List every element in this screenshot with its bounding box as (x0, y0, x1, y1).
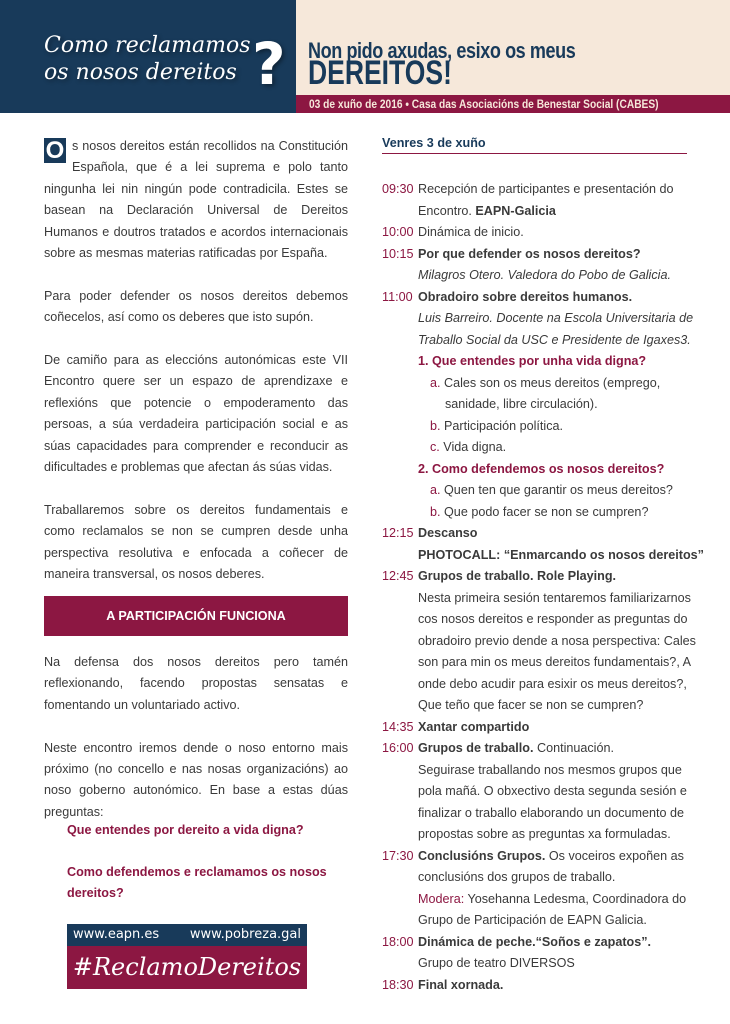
hashtag: #ReclamoDereitos (67, 946, 307, 989)
schedule-item (382, 738, 687, 846)
schedule-line (382, 738, 687, 760)
campaign-banner (67, 924, 307, 989)
date-place-bar (296, 95, 730, 113)
schedule-time: 11:00 (382, 289, 413, 304)
schedule-text: sanidade, libre circulación). (445, 397, 598, 411)
schedule-text: Por que defender os nosos dereitos? (418, 246, 641, 261)
schedule-line (382, 717, 687, 739)
schedule-text: cos nosos dereitos e responder as preguntas do (418, 612, 688, 626)
schedule-text: onde debo acudir para esixir os meus dereitos?, (418, 676, 687, 691)
schedule-line (382, 459, 687, 481)
schedule-text: Descanso (418, 526, 478, 540)
schedule-text: 2. Como defendemos os nosos dereitos? (418, 461, 665, 476)
schedule-item (382, 932, 687, 975)
schedule-line (382, 416, 687, 438)
title-line2: DEREITOS! (308, 54, 452, 92)
schedule-text: a. (430, 483, 441, 497)
schedule-text: Yosehanna Ledesma, Coordinadora do (464, 891, 687, 906)
schedule-line (382, 910, 687, 932)
schedule-line (382, 265, 687, 287)
intro-paragraph-3: De camiño para as eleccións autonómicas este VII Encontro quere ser un espazo de aprendizaxe e reflexións que potencie o empoderamento das persoas, a súa verdadeira participación social e as súas capacidades para comprender e reconducir as dificultades e problemas que afectan ás súas vidas. (44, 353, 348, 475)
participation-paragraph-2: Neste encontro iremos dende o noso entorno mais próximo (no concello e nas nosas organizacións) ao noso goberno autonómico. En base a estas dúas preguntas: (44, 740, 348, 819)
participation-text (44, 652, 348, 845)
schedule-text: c. (430, 440, 440, 454)
script-title-line1: Como reclamamos (44, 33, 251, 58)
schedule-text: Vida digna. (439, 440, 507, 454)
link-pobreza[interactable]: www.pobreza.gal (189, 927, 301, 942)
schedule-line (382, 480, 687, 502)
schedule-time: 17:30 (382, 848, 414, 863)
schedule-time: 16:00 (382, 741, 414, 755)
participation-paragraph-1: Na defensa dos nosos dereitos pero tamén reflexionando, facendo propostas sensatas e fomentando un voluntariado activo. (44, 655, 348, 712)
schedule-line (382, 373, 687, 395)
schedule-text: EAPN-Galicia (475, 203, 556, 218)
schedule-time: 12:45 (382, 569, 414, 583)
schedule-day-heading: Venres 3 de xuño (382, 135, 687, 154)
schedule-text: Participación política. (440, 418, 564, 433)
banner-links (67, 924, 307, 946)
schedule-list (382, 179, 704, 996)
schedule-line (382, 846, 687, 868)
schedule-line (382, 631, 696, 653)
schedule-text: Luis Barreiro. Docente na Escola Universitaria de (418, 311, 694, 325)
schedule-text: Cales son os meus dereitos (emprego, (440, 375, 661, 390)
schedule-line (382, 308, 694, 330)
schedule-line (382, 674, 687, 696)
intro-text (44, 136, 348, 607)
schedule-text: Final xornada. (418, 977, 504, 992)
schedule-line (382, 179, 687, 201)
schedule-text: b. (430, 504, 441, 519)
schedule-text: Quen ten que garantir os meus dereitos? (440, 483, 673, 497)
schedule-line (382, 867, 687, 889)
schedule-line (382, 975, 687, 997)
header-script-title (44, 32, 251, 86)
schedule-line (382, 803, 687, 825)
schedule-time: 09:30 (382, 182, 414, 196)
schedule-text: Que teño que facer se non se cumpren? (418, 698, 644, 712)
schedule-line (382, 566, 687, 588)
schedule-line (382, 222, 687, 244)
schedule-line (382, 330, 691, 352)
schedule-text: Nesta primeira sesión tentaremos familiarizarnos (418, 590, 691, 605)
question-1: Que entendes por dereito a vida digna? (67, 823, 304, 837)
schedule-item (382, 975, 687, 997)
schedule-item (382, 523, 704, 566)
schedule-item (382, 846, 687, 932)
schedule-text: 1. Que entendes por unha vida digna? (418, 354, 647, 368)
schedule-line (382, 502, 687, 524)
schedule-item (382, 244, 687, 287)
schedule-item (382, 222, 687, 244)
schedule-line (382, 394, 687, 416)
question-2: Como defendemos e reclamamos os nosos dereitos? (67, 865, 327, 901)
schedule-line (382, 545, 704, 567)
schedule-time: 14:35 (382, 719, 414, 734)
schedule-line (382, 609, 687, 631)
schedule-line (382, 760, 687, 782)
schedule-text: conclusións dos grupos de traballo. (418, 870, 616, 884)
schedule-time: 18:00 (382, 934, 414, 949)
schedule-line (382, 244, 687, 266)
schedule-text: son para min os meus dereitos fundamentais?, A (418, 655, 692, 669)
p1-text: s nosos dereitos están recollidos na Constitución Española, que é a lei suprema e polo tanto ningunha lei nin ningún pode contradicila. Estes se basean na Declaración Universal de Dereitos Humanos e doutros tratados e acordos internacionais sobre as mesmas materias ratificadas por España. (44, 139, 348, 261)
link-eapn[interactable]: www.eapn.es (73, 927, 160, 942)
schedule-line (382, 889, 687, 911)
schedule-text: Grupos de traballo. Role Playing. (418, 569, 617, 583)
schedule-text: Grupos de traballo. (418, 741, 534, 755)
schedule-line (382, 287, 687, 309)
schedule-item (382, 287, 694, 524)
schedule-text: Dinámica de peche.“Soños e zapatos”. (418, 934, 652, 949)
schedule-line (382, 588, 691, 610)
schedule-line (382, 953, 687, 975)
date-place: 03 de xuño de 2016 • Casa das Asociacións de Benestar Social (CABES) (309, 97, 659, 111)
schedule-text: Modera: (418, 891, 465, 906)
schedule-line (382, 652, 692, 674)
schedule-text: Xantar compartido (418, 719, 530, 734)
schedule-text: PHOTOCALL: “Enmarcando os nosos dereitos” (418, 547, 704, 562)
drop-cap: O (45, 137, 65, 164)
schedule-text: Recepción de participantes e presentación do (418, 182, 674, 196)
schedule-text: obradoiro previo dende a nosa perspectiva: Cales (418, 633, 696, 648)
intro-paragraph-1 (44, 136, 348, 264)
schedule-text: Traballo Social da USC e Presidente de Igaxes3. (418, 332, 691, 347)
schedule-text: Grupo de Participación de EAPN Galicia. (418, 913, 647, 927)
schedule-text: Encontro. (418, 203, 476, 218)
schedule-line (382, 523, 687, 545)
schedule-text: pola mañá. O obxectivo desta segunda sesión e (418, 784, 687, 798)
schedule-time: 18:30 (382, 977, 414, 992)
schedule-text: Conclusións Grupos. (418, 848, 546, 863)
header-logo-panel (0, 0, 296, 113)
schedule-text: Os voceiros expoñen as (545, 848, 684, 863)
schedule-line (382, 781, 687, 803)
schedule-text: a. (430, 375, 441, 390)
script-title-line2: os nosos dereitos (44, 60, 237, 85)
schedule-text: finalizar o traballo elaborando un documento de (418, 805, 685, 820)
schedule-text: propostas sobre as preguntas xa formuladas. (418, 827, 671, 841)
schedule-item (382, 179, 687, 222)
schedule-text: Dinámica de inicio. (418, 225, 524, 239)
schedule-time: 12:15 (382, 526, 414, 540)
intro-paragraph-4: Traballaremos sobre os dereitos fundamentais e como reclamalos se non se cumpren desde unha perspectiva resolutiva e enfocada a coñecer de maneira transversal, os nosos deberes. (44, 502, 348, 582)
schedule-text: Obradoiro sobre dereitos humanos. (418, 289, 633, 304)
schedule-line (382, 351, 687, 373)
intro-paragraph-2: Para poder defender os nosos dereitos debemos coñecelos, así como os deberes que isto supón. (44, 288, 348, 325)
schedule-column (382, 135, 704, 996)
schedule-text: Milagros Otero. Valedora do Pobo de Galicia. (418, 268, 671, 282)
schedule-text: Continuación. (533, 741, 614, 755)
schedule-text: Que podo facer se non se cumpren? (440, 504, 649, 519)
schedule-line (382, 824, 687, 846)
schedule-line (382, 437, 687, 459)
schedule-text: Grupo de teatro DIVERSOS (418, 956, 575, 970)
schedule-line (382, 201, 687, 223)
schedule-line (382, 932, 687, 954)
schedule-line (382, 695, 687, 717)
schedule-item (382, 717, 687, 739)
question-mark: ? (252, 30, 286, 98)
schedule-text: Seguirase traballando nos mesmos grupos que (418, 762, 682, 777)
section-box-title: A PARTICIPACIÓN FUNCIONA (44, 596, 348, 636)
schedule-item (382, 566, 696, 717)
schedule-text: b. (430, 418, 441, 433)
title-line1: Non pido axudas, esixo os meus (308, 38, 576, 63)
schedule-time: 10:00 (382, 225, 414, 239)
schedule-time: 10:15 (382, 246, 414, 261)
